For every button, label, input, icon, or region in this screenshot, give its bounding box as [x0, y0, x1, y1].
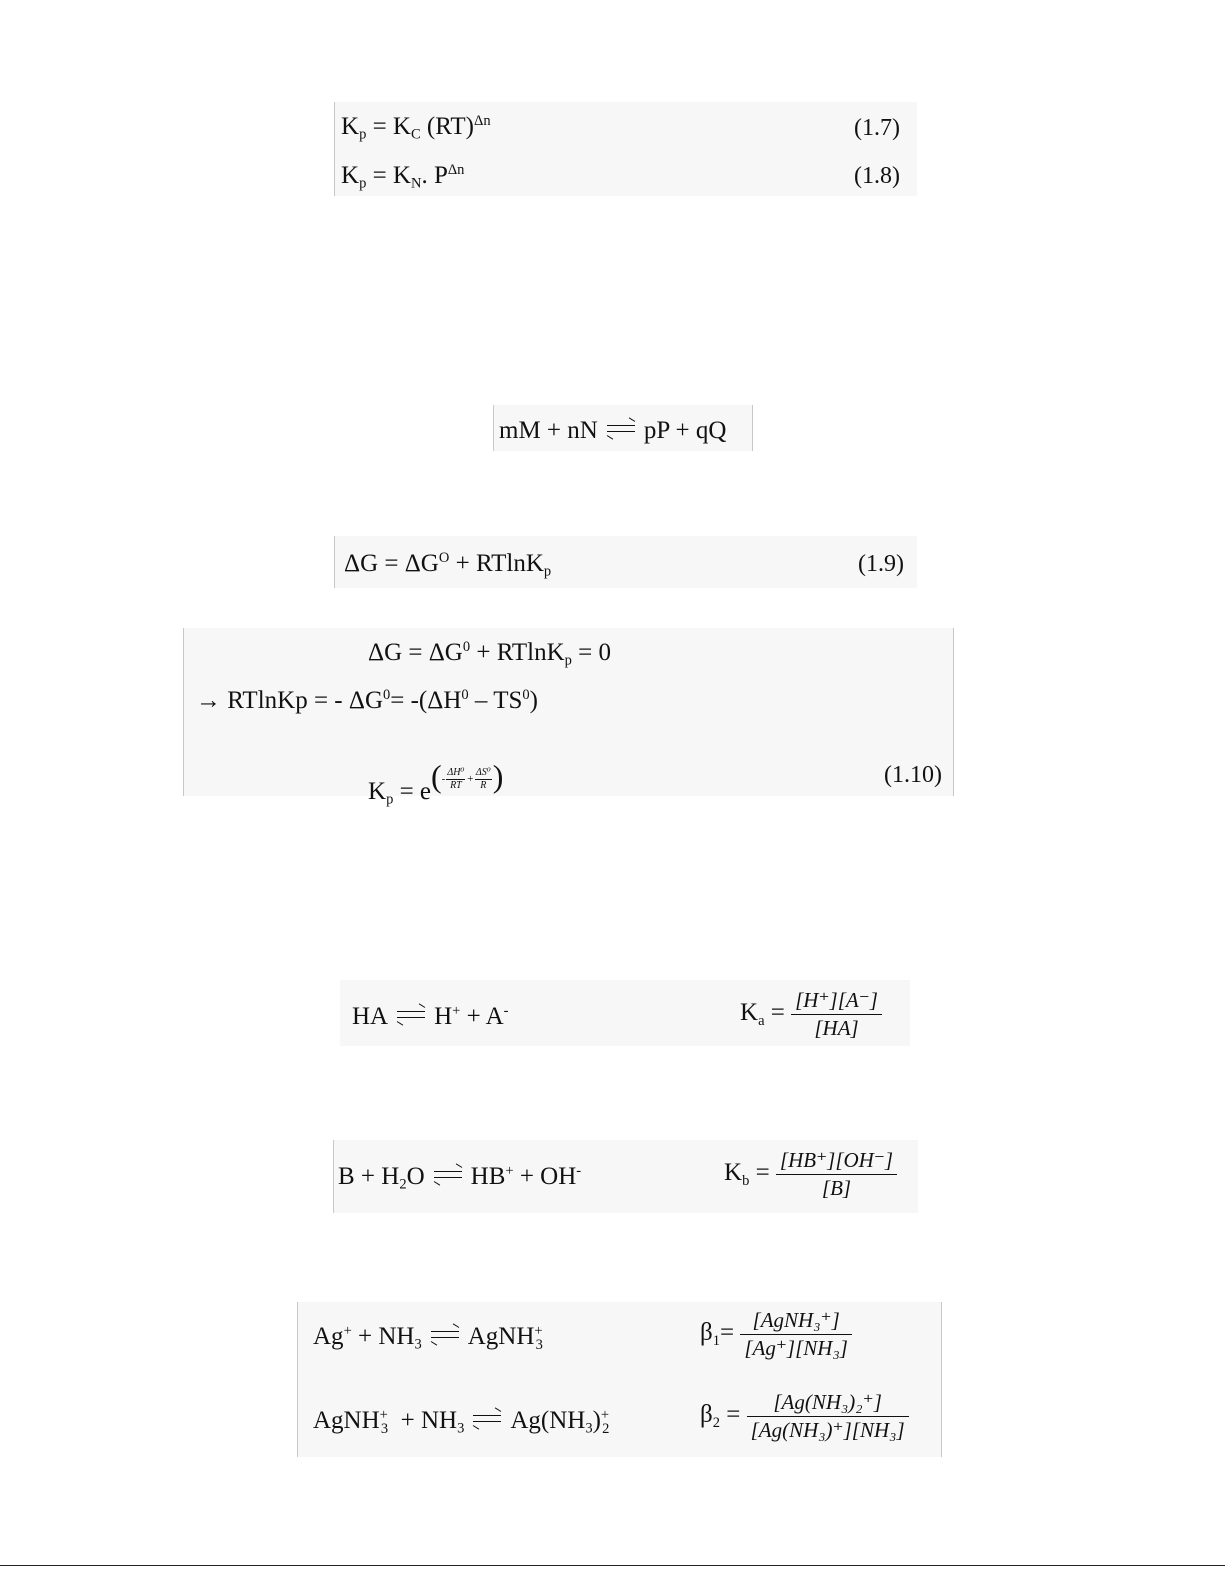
equation-number-1-8: (1.8): [854, 163, 900, 189]
exponent-fraction-entropy: $\frac{\text{ΔS⁰}}{R}$: [475, 766, 491, 791]
equilibrium-arrow-icon: [431, 1328, 459, 1342]
acid-constant-expression: $K_a$ = $\frac{[H^+][A^-]}{[HA]}$: [740, 990, 882, 1039]
base-constant-fraction: $\frac{[HB^+][OH^-]}{[B]}$: [776, 1150, 897, 1199]
page-bottom-rule: [0, 1565, 1225, 1566]
complex-constant-1: $\beta_1=$ $\frac{\text{[AgNH₃⁺]}}{\text{[Ag⁺][NH₃]}}$: [700, 1310, 852, 1359]
exponent: (- ΔH⁰ RT + ΔS⁰ R ): [431, 758, 504, 794]
equation-1-10-line-3: $K_p = e^{(- \frac{\text{ΔH⁰}}{RT} + \frac{\text{ΔS⁰}}{R} )}$: [368, 758, 504, 808]
equation-number-1-9: (1.9): [858, 551, 904, 577]
equation-1-7: $K_p = K_C$ (RT)$^{\Delta n}$: [341, 113, 491, 143]
equation-1-10-line-2: → RTlnKp = - $\Delta G^0= -(\Delta H^0 - TS^0)$: [196, 687, 538, 714]
equation-1-8: $K_p = K_N$. $P^{\Delta n}$: [341, 162, 465, 192]
equilibrium-arrow-icon: [607, 422, 635, 436]
equilibrium-arrow-icon: [434, 1168, 462, 1182]
equation-number-1-7: (1.7): [854, 115, 900, 141]
complex-constant-2: $\beta_2$ = $\frac{\text{[Ag(NH₃)₂⁺]}}{\text{[Ag(NH₃)⁺][NH₃]}}$: [700, 1392, 909, 1441]
exponent-fraction-enthalpy: $\frac{\text{ΔH⁰}}{RT}$: [447, 766, 465, 791]
equation-1-9: $\Delta G = \Delta G^O + RTlnK_p$: [344, 550, 552, 580]
equation-1-10-line-1: $\Delta G = \Delta G^0 + RTlnK_p = 0$: [368, 639, 612, 669]
reaction-general: mM + nN pP + qQ: [499, 417, 727, 444]
complex-constant-fraction-2: $\frac{\text{[Ag(NH₃)₂⁺]}}{\text{[Ag(NH₃)⁺][NH₃]}}$: [747, 1392, 909, 1441]
base-constant-expression: $K_b$ = $\frac{[HB^+][OH^-]}{[B]}$: [724, 1150, 897, 1199]
acid-dissociation-reaction: HA H+ + A-: [352, 1003, 509, 1030]
equilibrium-arrow-icon: [473, 1412, 501, 1426]
equation-number-1-10: (1.10): [884, 762, 942, 788]
complex-reaction-2: AgNH+$_3$ + $NH_3$ $Ag(NH_3)^+_2$: [313, 1407, 610, 1437]
complex-constant-fraction-1: $\frac{\text{[AgNH₃⁺]}}{\text{[Ag⁺][NH₃]}}$: [740, 1310, 852, 1359]
acid-constant-fraction: $\frac{[H^+][A^-]}{[HA]}$: [791, 990, 882, 1039]
equilibrium-arrow-icon: [397, 1008, 425, 1022]
complex-reaction-1: $Ag^+ + NH_3$ AgNH+$_3$: [313, 1323, 543, 1353]
base-dissociation-reaction: $B + H_2O$ HB+ + OH-: [338, 1163, 582, 1193]
